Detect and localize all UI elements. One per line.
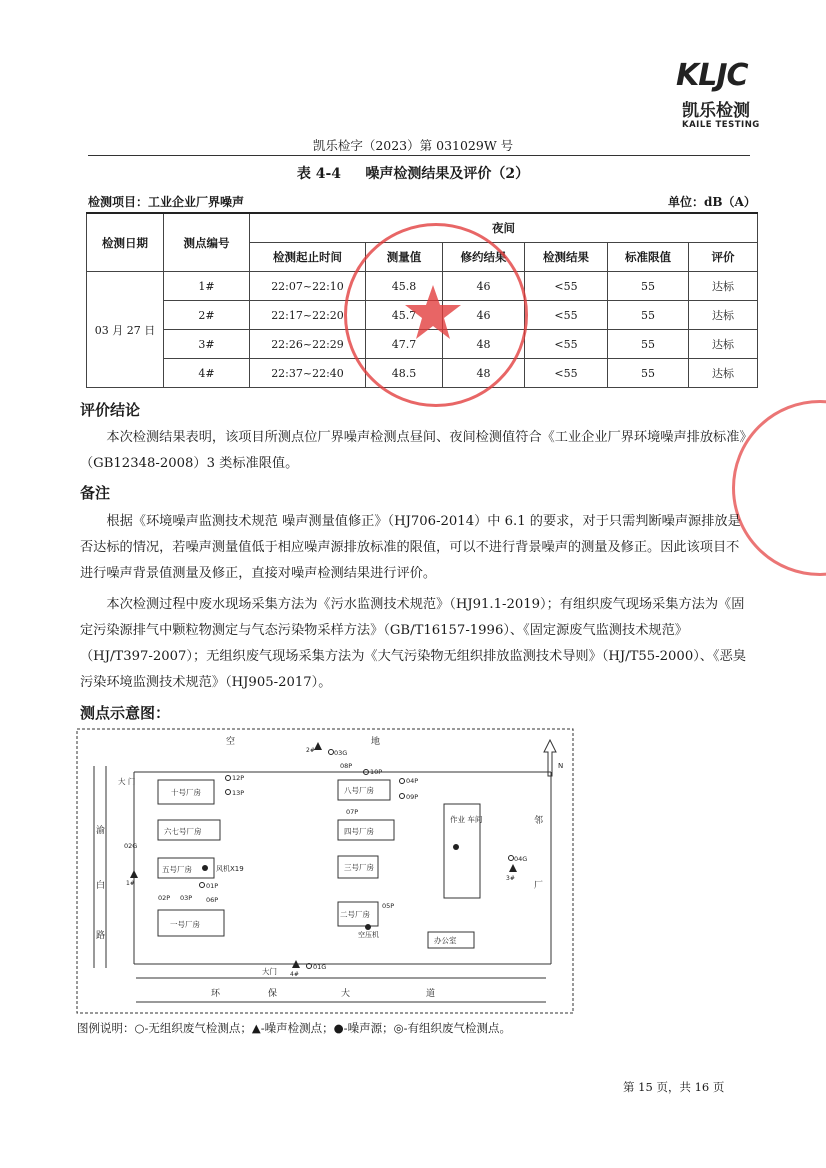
building-label: 六七号厂房 [164,827,202,836]
building-label: 办公室 [434,936,457,945]
cell-eval: 达标 [689,330,758,359]
header-measured: 测量值 [366,243,443,272]
sampling-point-icon [226,790,231,795]
header-limit: 标准限值 [608,243,689,272]
map-road-char: 保 [268,989,278,999]
header-eval: 评价 [689,243,758,272]
north-label: N [558,762,564,770]
cell-time: 22:07~22:10 [250,272,366,301]
sampling-point-icon [200,883,205,888]
building-label: 一号厂房 [170,920,200,929]
point-label: 03G [334,749,348,757]
cell-point: 4# [164,359,250,388]
map-road-char: 白 [96,881,106,891]
cell-measured: 45.7 [366,301,443,330]
point-label: 04G [514,855,528,863]
header-night: 夜间 [250,213,758,243]
cell-corrected: 48 [443,359,525,388]
table-title: 表 4-4 噪声检测结果及评价（2） [296,166,530,182]
cell-point: 2# [164,301,250,330]
remarks-paragraph-2: 本次检测过程中废水现场采集方法为《污水监测技术规范》（HJ91.1-2019）；有组织废气现场采集方法为《固定污染源排气中颗粒物测定与气态污染物采样方法》（GB/T16157-1996）、《固定源废气监测技术规范》（HJ/T397-2007）；无组织废气现场采集方法为《大气污染物无组织排放监测技术导则》（HJ/T55-2000）、《恶臭污染环境监测技术规范》（HJ905-2017）。 [80,597,746,690]
cell-limit: 55 [608,301,689,330]
map-road-char: 道 [426,989,436,999]
cell-result: <55 [525,330,608,359]
point-label: 02P [158,894,171,902]
cell-eval: 达标 [689,301,758,330]
cell-point: 3# [164,330,250,359]
eval-text: 本次检测结果表明，该项目所测点位厂界噪声检测点昼间、夜间检测值符合《工业企业厂界环境噪声排放标准》（GB12348-2008）3 类标准限值。 [80,430,746,471]
cell-eval: 达标 [689,272,758,301]
cell-measured: 48.5 [366,359,443,388]
company-logo-cn: 凯乐检测 [682,101,750,121]
sampling-point-icon [329,750,334,755]
point-label: 2# [306,747,315,754]
date-cell: 03 月 27 日 [87,272,164,388]
map-road-char: 大 [341,989,351,999]
building-label: 八号厂房 [344,786,374,795]
point-label: 04P [406,777,419,785]
point-label: 1# [126,880,135,887]
cell-result: <55 [525,301,608,330]
point-label: 4# [290,971,299,978]
map-road-char: 路 [96,931,106,941]
point-label: 10P [370,768,383,776]
point-label: 07P [346,808,359,816]
noise-source-icon [365,924,371,930]
cell-corrected: 46 [443,301,525,330]
point-label: 02G [124,842,138,850]
gate-bottom-label: 大门 [262,967,277,976]
building-label: 四号厂房 [344,827,374,836]
cell-result: <55 [525,359,608,388]
map-label-ye: 邻 [534,816,544,826]
header-time: 检测起止时间 [250,243,366,272]
noise-source-icon [453,844,459,850]
company-logo-mark: KLJC [676,58,748,93]
cell-result: <55 [525,272,608,301]
noise-point-icon [314,742,322,750]
map-label-chang: 厂 [534,881,544,891]
map-legend: 图例说明：○-无组织废气检测点；▲-噪声检测点；●-噪声源；◎-有组织废气检测点。 [77,1021,511,1035]
cell-measured: 47.7 [366,330,443,359]
building-label: 十号厂房 [171,788,201,797]
cell-eval: 达标 [689,359,758,388]
north-arrow-icon [544,740,556,776]
cell-time: 22:17~22:20 [250,301,366,330]
point-label: 03P [180,894,193,902]
point-label: 01G [313,963,327,971]
point-label: 13P [232,789,245,797]
page-number: 第 15 页，共 16 页 [623,1080,725,1094]
map-heading: 测点示意图： [80,704,171,722]
unit-label: 单位：dB（A） [668,195,756,209]
eval-heading: 评价结论 [80,401,141,419]
official-seal [344,223,528,407]
point-label: 12P [232,774,245,782]
fan-label: 风机X19 [216,865,244,873]
point-label: 05P [382,902,395,910]
compressor-label: 空压机 [358,931,379,939]
report-number: 凯乐检字（2023）第 031029W 号 [312,138,514,153]
cell-time: 22:37~22:40 [250,359,366,388]
cell-corrected: 46 [443,272,525,301]
building-label: 三号厂房 [344,863,374,872]
map-road-char: 渝 [96,826,106,836]
cell-limit: 55 [608,330,689,359]
building-label: 作业 车间 [450,815,483,824]
header-result: 检测结果 [525,243,608,272]
noise-point-icon [130,870,138,878]
point-label: 06P [206,896,219,904]
test-item: 检测项目：工业企业厂界噪声 [88,195,245,209]
cell-point: 1# [164,272,250,301]
remarks-heading: 备注 [80,484,111,502]
building-label: 五号厂房 [162,865,192,874]
noise-source-icon [202,865,208,871]
remarks-paragraph-1: 根据《环境噪声监测技术规范 噪声测量值修正》（HJ706-2014）中 6.1 的要求，对于只需判断噪声源排放是否达标的情况，若噪声测量值低于相应噪声源排放标准的限值，可以不进行背景噪声的测量及修正。因此该项目不进行噪声背景值测量及修正，直接对噪声检测结果进行评价。 [80,514,741,581]
sampling-point-icon [509,856,514,861]
cell-corrected: 48 [443,330,525,359]
header-corrected: 修约结果 [443,243,525,272]
cell-time: 22:26~22:29 [250,330,366,359]
building-label: 二号厂房 [340,910,370,919]
cell-measured: 45.8 [366,272,443,301]
header-point: 测点编号 [164,213,250,272]
point-label: 08P [340,762,353,770]
company-logo-en: KAILE TESTING [682,120,760,130]
noise-point-icon [509,864,517,872]
map-label-kong: 空 [226,737,236,747]
map-label-di: 地 [371,737,381,747]
sampling-point-icon [226,776,231,781]
header-date: 检测日期 [87,213,164,272]
header-divider [88,155,750,156]
point-label: 09P [406,793,419,801]
cell-limit: 55 [608,359,689,388]
seal-star-icon [344,223,522,401]
cell-limit: 55 [608,272,689,301]
gate-left-label: 大 门 [118,777,136,786]
sampling-point-icon [400,794,405,799]
sampling-point-icon [400,779,405,784]
map-road-char: 环 [211,989,221,999]
site-map [76,728,574,1014]
point-label: 3# [506,875,515,882]
point-label: 01P [206,882,219,890]
